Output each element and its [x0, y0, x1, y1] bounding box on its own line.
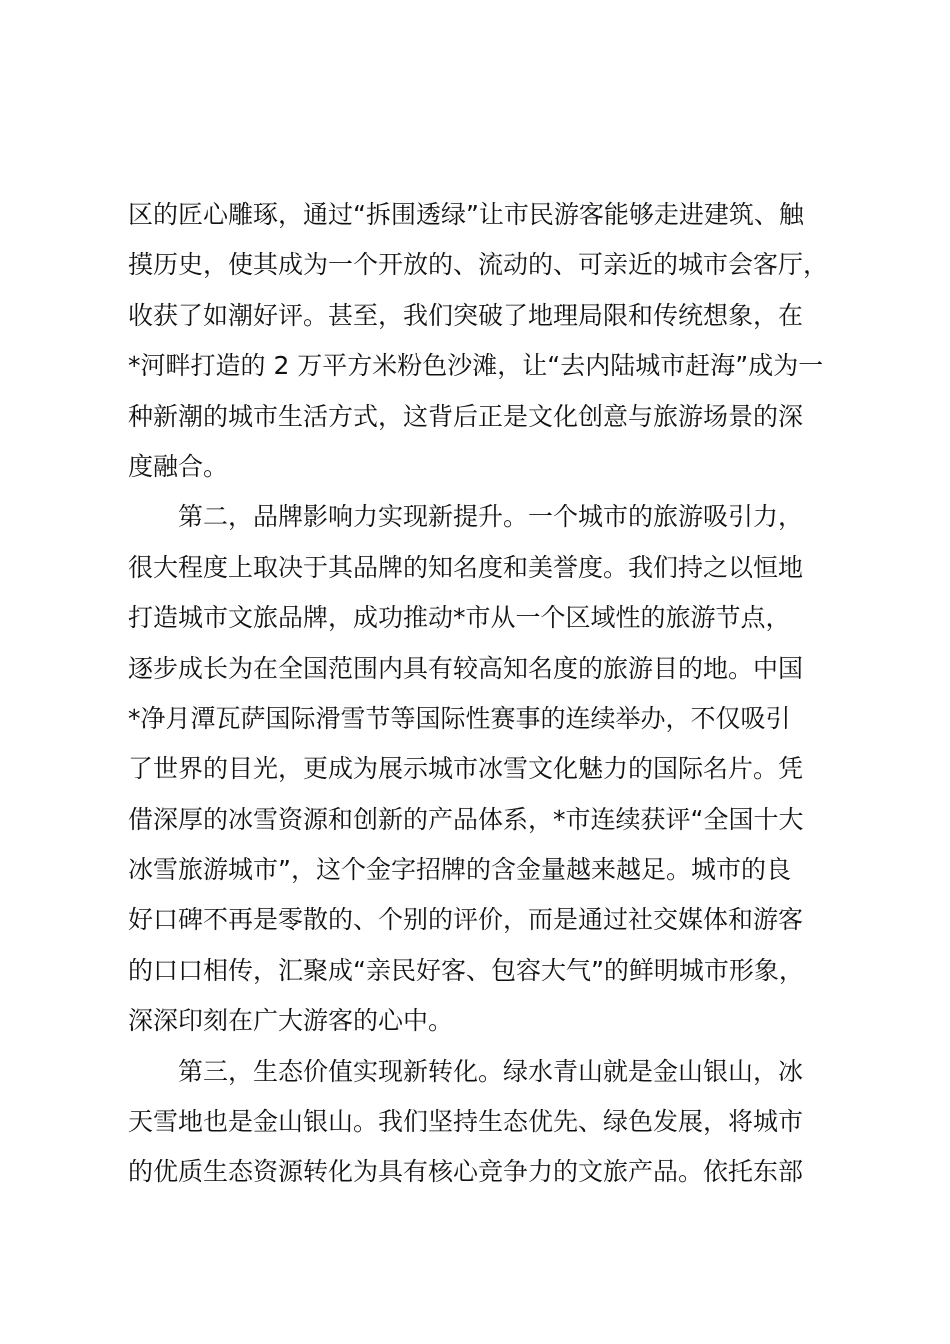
- text-line: *净月潭瓦萨国际滑雪节等国际性赛事的连续举办，不仅吸引: [128, 703, 791, 733]
- text-line: 逐步成长为在全国范围内具有较高知名度的旅游目的地。中国: [128, 653, 804, 683]
- text-line: 打造城市文旅品牌，成功推动*市从一个区域性的旅游节点，: [128, 603, 791, 633]
- paragraph-2: [128, 492, 828, 1046]
- document-body: [128, 190, 828, 1198]
- text-line: 区的匠心雕琢，通过“拆围透绿”让市民游客能够走进建筑、触: [128, 200, 804, 229]
- text-line: 冰雪旅游城市”，这个金字招牌的含金量越来越足。城市的良: [128, 855, 791, 885]
- text-line: 摸历史，使其成为一个开放的、流动的、可亲近的城市会客厅，: [128, 250, 828, 280]
- text-line: 深深印刻在广大游客的心中。: [128, 1006, 454, 1036]
- text-line: 度融合。: [128, 451, 229, 481]
- text-line: 天雪地也是金山银山。我们坚持生态优先、绿色发展，将城市: [128, 1107, 804, 1137]
- text-line: 的优质生态资源转化为具有核心竞争力的文旅产品。依托东部: [128, 1157, 804, 1187]
- text-line: *河畔打造的 2 万平方米粉色沙滩，让“去内陆城市赶海”成为一: [128, 351, 824, 381]
- text-line: 第三，生态价值实现新转化。绿水青山就是金山银山，冰: [178, 1056, 804, 1086]
- text-line: 的口口相传，汇聚成“亲民好客、包容大气”的鲜明城市形象，: [128, 955, 804, 985]
- text-line: 很大程度上取决于其品牌的知名度和美誉度。我们持之以恒地: [128, 552, 804, 582]
- paragraph-1: [128, 190, 828, 492]
- text-line: 第二，品牌影响力实现新提升。一个城市的旅游吸引力，: [178, 502, 804, 532]
- text-line: 好口碑不再是零散的、个别的评价，而是通过社交媒体和游客: [128, 905, 804, 935]
- paragraph-3: [128, 1047, 828, 1198]
- text-line: 借深厚的冰雪资源和创新的产品体系，*市连续获评“全国十大: [128, 804, 804, 834]
- text-line: 了世界的目光，更成为展示城市冰雪文化魅力的国际名片。凭: [128, 754, 804, 784]
- text-line: 种新潮的城市生活方式，这背后正是文化创意与旅游场景的深: [128, 401, 804, 431]
- text-line: 收获了如潮好评。甚至，我们突破了地理局限和传统想象，在: [128, 300, 804, 330]
